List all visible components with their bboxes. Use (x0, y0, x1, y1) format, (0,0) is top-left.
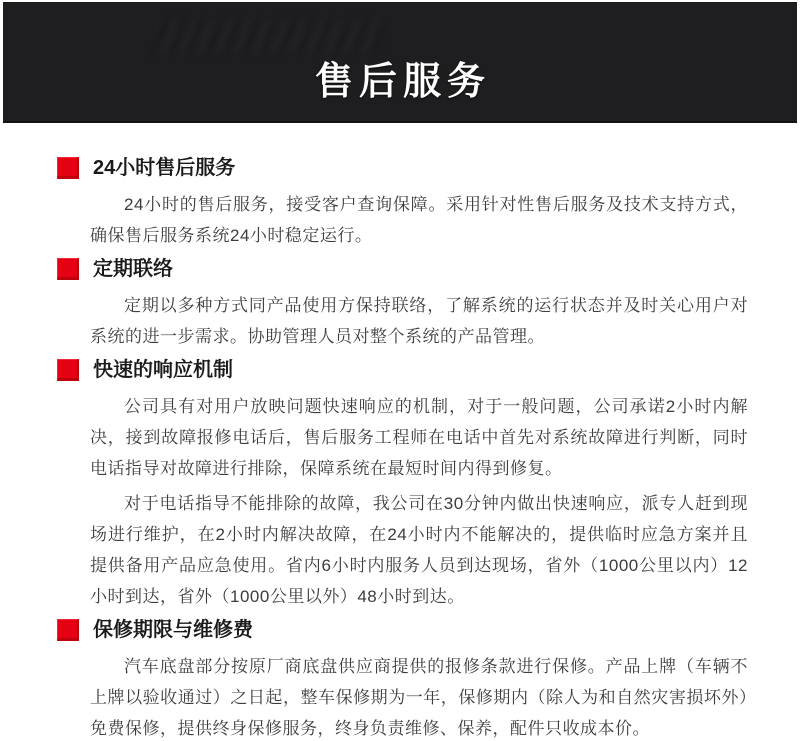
section-heading: 保修期限与维修费 (93, 619, 253, 641)
section-paragraph: 24小时的售后服务，接受客户查询保障。采用针对性售后服务及技术支持方式，确保售后服务系统24小时稳定运行。 (90, 195, 748, 245)
section-paragraph: 对于电话指导不能排除的故障，我公司在30分钟内做出快速响应，派专人赶到现场进行维护，在2小时内解决故障，在24小时内不能解决的，提供临时应急方案并且提供备用产品应急使用。省内6小时内服务人员到达现场，省外（1000公里以内）12小时到达，省外（1000公里以外）48小时到达。 (90, 494, 748, 606)
section-paragraph: 汽车底盘部分按原厂商底盘供应商提供的报修条款进行保修。产品上牌（车辆不上牌以验收通过）之日起，整车保修期为一年，保修期内（除人为和自然灾害损坏外）免费保修，提供终身保修服务，终身负责维修、保养，配件只收成本价。 (90, 657, 748, 738)
red-square-bullet-icon (57, 619, 79, 641)
section-heading: 快速的响应机制 (93, 359, 233, 381)
section-header (57, 256, 748, 282)
red-square-bullet-icon (57, 157, 79, 179)
section-heading: 定期联络 (93, 258, 173, 280)
section-header (57, 155, 748, 181)
section-rapid-response (57, 357, 748, 612)
section-heading: 24小时售后服务 (93, 157, 236, 179)
section-paragraph: 公司具有对用户放映问题快速响应的机制，对于一般问题，公司承诺2小时内解决，接到故障报修电话后，售后服务工程师在电话中首先对系统故障进行判断，同时电话指导对故障进行排除，保障系统在最短时间内得到修复。 (90, 397, 748, 478)
page-content (0, 123, 800, 741)
section-header (57, 357, 748, 383)
banner-watermark (149, 20, 386, 54)
red-square-bullet-icon (57, 359, 79, 381)
red-square-bullet-icon (57, 258, 79, 280)
page-banner (3, 2, 797, 123)
section-header (57, 617, 748, 643)
page-title: 售后服务 (314, 61, 491, 103)
section-paragraph: 定期以多种方式同产品使用方保持联络，了解系统的运行状态并及时关心用户对系统的进一步需求。协助管理人员对整个系统的产品管理。 (90, 296, 748, 346)
section-warranty-and-fees (57, 617, 748, 741)
section-regular-contact (57, 256, 748, 352)
section-24h-after-sales (57, 155, 748, 251)
